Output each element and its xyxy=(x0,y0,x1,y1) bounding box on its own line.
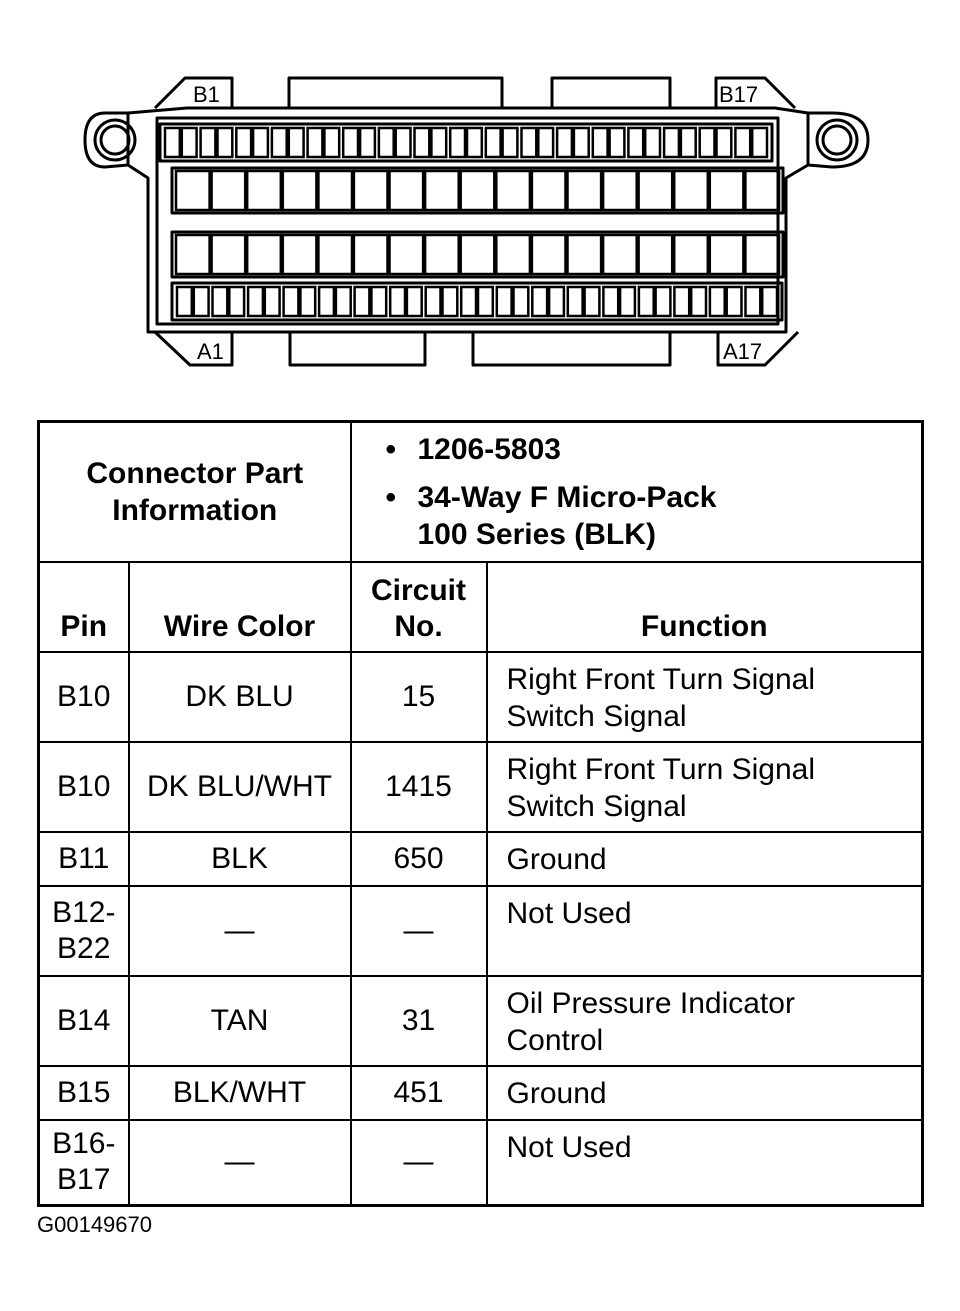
function-cell xyxy=(487,976,923,1066)
function-line: Ground xyxy=(506,1076,607,1110)
row-b-terminal xyxy=(538,128,553,157)
row-lower-cavity xyxy=(461,235,495,274)
row-a-terminal xyxy=(620,287,635,316)
row-upper-cavity xyxy=(568,171,602,210)
circuit-no-cell: — xyxy=(351,1120,487,1206)
function-cell xyxy=(487,742,923,832)
table-row xyxy=(39,886,923,976)
function-line: Oil Pressure Indicator xyxy=(506,986,795,1020)
row-b-terminal xyxy=(379,128,394,157)
function-cell xyxy=(487,886,923,976)
table-row xyxy=(39,832,923,886)
row-b-terminal xyxy=(628,128,643,157)
row-upper-cavity xyxy=(354,171,388,210)
row-upper-cavity xyxy=(425,171,459,210)
function-line: Switch Signal xyxy=(506,699,687,733)
pin-label: B14 xyxy=(57,1003,111,1037)
row-b-terminal xyxy=(610,128,625,157)
circuit-no-cell: 31 xyxy=(351,976,487,1066)
row-a-terminal xyxy=(478,287,493,316)
row-b-terminal xyxy=(681,128,696,157)
mounting-hole-left-inner xyxy=(101,126,129,154)
mounting-hole-right-inner xyxy=(823,126,851,154)
row-b-terminal xyxy=(289,128,304,157)
cavity-row-lower-frame xyxy=(172,232,783,277)
row-lower-cavity xyxy=(176,235,210,274)
row-b-terminal xyxy=(165,128,180,157)
wire-color-cell: BLK xyxy=(129,832,351,886)
row-upper-cavity xyxy=(390,171,424,210)
row-b-terminal xyxy=(324,128,339,157)
bottom-latch-tab xyxy=(290,332,425,365)
header-circuit-line1: Circuit xyxy=(370,573,466,607)
row-b-terminal xyxy=(574,128,589,157)
header-circuit-line2: No. xyxy=(394,609,443,643)
circuit-no-cell: 650 xyxy=(351,832,487,886)
row-b-terminal xyxy=(735,128,750,157)
pin-cell xyxy=(39,976,129,1066)
row-b-terminal xyxy=(201,128,216,157)
pin-label: B22 xyxy=(57,931,111,965)
row-b-terminal xyxy=(182,128,197,157)
row-a-terminal xyxy=(497,287,512,316)
pin-label: B15 xyxy=(57,1075,111,1109)
row-upper-cavity xyxy=(532,171,566,210)
function-cell xyxy=(487,832,923,886)
pin-cell xyxy=(39,1066,129,1120)
wire-color-cell: BLK/WHT xyxy=(129,1066,351,1120)
corner-label-b17: B17 xyxy=(719,82,759,107)
row-upper-cavity xyxy=(212,171,246,210)
function-line: Right Front Turn Signal xyxy=(506,662,815,696)
wire-color-cell: DK BLU xyxy=(129,652,351,742)
row-a-terminal xyxy=(727,287,742,316)
pin-label: B10 xyxy=(57,679,111,713)
wire-color-cell: — xyxy=(129,886,351,976)
pin-cell xyxy=(39,1120,129,1206)
row-lower-cavity xyxy=(532,235,566,274)
row-a-terminal xyxy=(532,287,547,316)
header-wire-color: Wire Color xyxy=(129,562,351,652)
header-function: Function xyxy=(487,562,923,652)
function-line: Control xyxy=(506,1023,604,1057)
row-a-terminal xyxy=(300,287,315,316)
function-cell xyxy=(487,652,923,742)
row-upper-cavity xyxy=(283,171,317,210)
row-b-terminal xyxy=(218,128,233,157)
row-a-terminal xyxy=(443,287,458,316)
row-a-terminal xyxy=(319,287,334,316)
row-a-terminal xyxy=(426,287,441,316)
row-lower-cavity xyxy=(247,235,281,274)
row-lower-cavity xyxy=(603,235,637,274)
row-upper-cavity xyxy=(176,171,210,210)
table-row xyxy=(39,1066,923,1120)
row-b-terminal xyxy=(717,128,732,157)
row-a-terminal xyxy=(177,287,192,316)
function-cell xyxy=(487,1120,923,1206)
connector-description-line2: 100 Series (BLK) xyxy=(417,517,656,551)
pin-cell xyxy=(39,832,129,886)
row-upper-cavity xyxy=(496,171,530,210)
row-lower-cavity xyxy=(639,235,673,274)
row-b-terminal xyxy=(486,128,501,157)
pin-label: B11 xyxy=(58,841,110,875)
row-lower-cavity xyxy=(425,235,459,274)
row-a-terminal xyxy=(568,287,583,316)
bottom-key-tab xyxy=(473,332,670,365)
function-cell xyxy=(487,1066,923,1120)
row-b-terminal xyxy=(253,128,268,157)
wire-color-cell: DK BLU/WHT xyxy=(129,742,351,832)
function-line: Not Used xyxy=(506,896,632,930)
row-a-terminal xyxy=(407,287,422,316)
corner-label-a1: A1 xyxy=(197,339,224,364)
row-lower-cavity xyxy=(318,235,352,274)
connector-face-diagram xyxy=(0,0,960,400)
function-line: Ground xyxy=(506,842,607,876)
row-b-terminal xyxy=(522,128,537,157)
row-a-terminal xyxy=(336,287,351,316)
figure-code: G00149670 xyxy=(37,1212,152,1237)
row-b-terminal xyxy=(593,128,608,157)
row-b-terminal xyxy=(664,128,679,157)
function-line: Switch Signal xyxy=(506,789,687,823)
row-a-terminal xyxy=(762,287,777,316)
row-a-terminal xyxy=(603,287,618,316)
row-a-terminal xyxy=(514,287,529,316)
row-upper-cavity xyxy=(710,171,744,210)
wire-color-cell: TAN xyxy=(129,976,351,1066)
row-b-terminal xyxy=(700,128,715,157)
row-b-terminal xyxy=(396,128,411,157)
function-line: Right Front Turn Signal xyxy=(506,752,815,786)
circuit-no-cell: — xyxy=(351,886,487,976)
row-b-terminal xyxy=(503,128,518,157)
part-info-label xyxy=(39,422,351,562)
row-b-terminal xyxy=(415,128,430,157)
table-row xyxy=(39,742,923,832)
row-lower-cavity xyxy=(390,235,424,274)
part-info-details xyxy=(351,422,923,562)
part-number: • 1206-5803 xyxy=(418,431,922,468)
circuit-no-cell: 15 xyxy=(351,652,487,742)
row-lower-cavity xyxy=(568,235,602,274)
row-a-terminal xyxy=(371,287,386,316)
row-a-terminal xyxy=(549,287,564,316)
table-row xyxy=(39,976,923,1066)
header-pin: Pin xyxy=(39,562,129,652)
row-a-terminal xyxy=(213,287,228,316)
row-upper-cavity xyxy=(603,171,637,210)
row-lower-cavity xyxy=(354,235,388,274)
row-lower-cavity xyxy=(283,235,317,274)
pin-label: B10 xyxy=(57,769,111,803)
column-header-row xyxy=(39,562,923,652)
row-a-terminal xyxy=(710,287,725,316)
row-b-terminal xyxy=(360,128,375,157)
connector-description-line1: • 34-Way F Micro-Pack xyxy=(418,479,922,516)
row-b-terminal xyxy=(645,128,660,157)
cavity-row-upper-frame xyxy=(172,168,783,213)
row-lower-cavity xyxy=(212,235,246,274)
row-b-terminal xyxy=(752,128,767,157)
top-key-tab xyxy=(552,78,670,108)
circuit-no-cell: 1415 xyxy=(351,742,487,832)
row-a-terminal xyxy=(656,287,671,316)
pin-cell xyxy=(39,886,129,976)
connector-pinout-table xyxy=(37,420,924,1207)
function-line: Not Used xyxy=(506,1130,632,1164)
row-lower-cavity xyxy=(674,235,708,274)
pin-label: B16- xyxy=(52,1127,116,1161)
row-b-terminal xyxy=(272,128,287,157)
row-b-terminal xyxy=(467,128,482,157)
row-upper-cavity xyxy=(461,171,495,210)
row-a-terminal xyxy=(248,287,263,316)
top-latch-tab xyxy=(289,78,502,108)
row-a-terminal xyxy=(639,287,654,316)
row-upper-cavity xyxy=(318,171,352,210)
row-b-terminal xyxy=(343,128,358,157)
part-info-label-text: Connector Part Information xyxy=(86,456,304,527)
row-a-terminal xyxy=(674,287,689,316)
pin-cell xyxy=(39,742,129,832)
header-circuit-no xyxy=(351,562,487,652)
row-a-terminal xyxy=(194,287,209,316)
pin-cell xyxy=(39,652,129,742)
row-a-terminal xyxy=(229,287,244,316)
row-a-terminal xyxy=(461,287,476,316)
row-upper-cavity xyxy=(247,171,281,210)
row-a-terminal xyxy=(284,287,299,316)
table-row xyxy=(39,652,923,742)
row-a-terminal xyxy=(691,287,706,316)
pin-label: B17 xyxy=(57,1163,111,1197)
part-info-row xyxy=(39,422,923,562)
corner-label-a17: A17 xyxy=(723,339,763,364)
row-lower-cavity xyxy=(710,235,744,274)
row-a-terminal xyxy=(746,287,761,316)
wire-color-cell: — xyxy=(129,1120,351,1206)
circuit-no-cell: 451 xyxy=(351,1066,487,1120)
row-b-terminal xyxy=(431,128,446,157)
pin-label: B12- xyxy=(52,895,116,929)
row-upper-cavity xyxy=(745,171,779,210)
row-a-terminal xyxy=(585,287,600,316)
row-a-terminal xyxy=(355,287,370,316)
row-b-terminal xyxy=(236,128,251,157)
corner-label-b1: B1 xyxy=(193,82,220,107)
row-a-terminal xyxy=(265,287,280,316)
row-upper-cavity xyxy=(639,171,673,210)
row-a-terminal xyxy=(390,287,405,316)
table-row xyxy=(39,1120,923,1206)
row-lower-cavity xyxy=(745,235,779,274)
row-b-terminal xyxy=(308,128,323,157)
row-lower-cavity xyxy=(496,235,530,274)
row-upper-cavity xyxy=(674,171,708,210)
row-b-terminal xyxy=(557,128,572,157)
row-b-terminal xyxy=(450,128,465,157)
